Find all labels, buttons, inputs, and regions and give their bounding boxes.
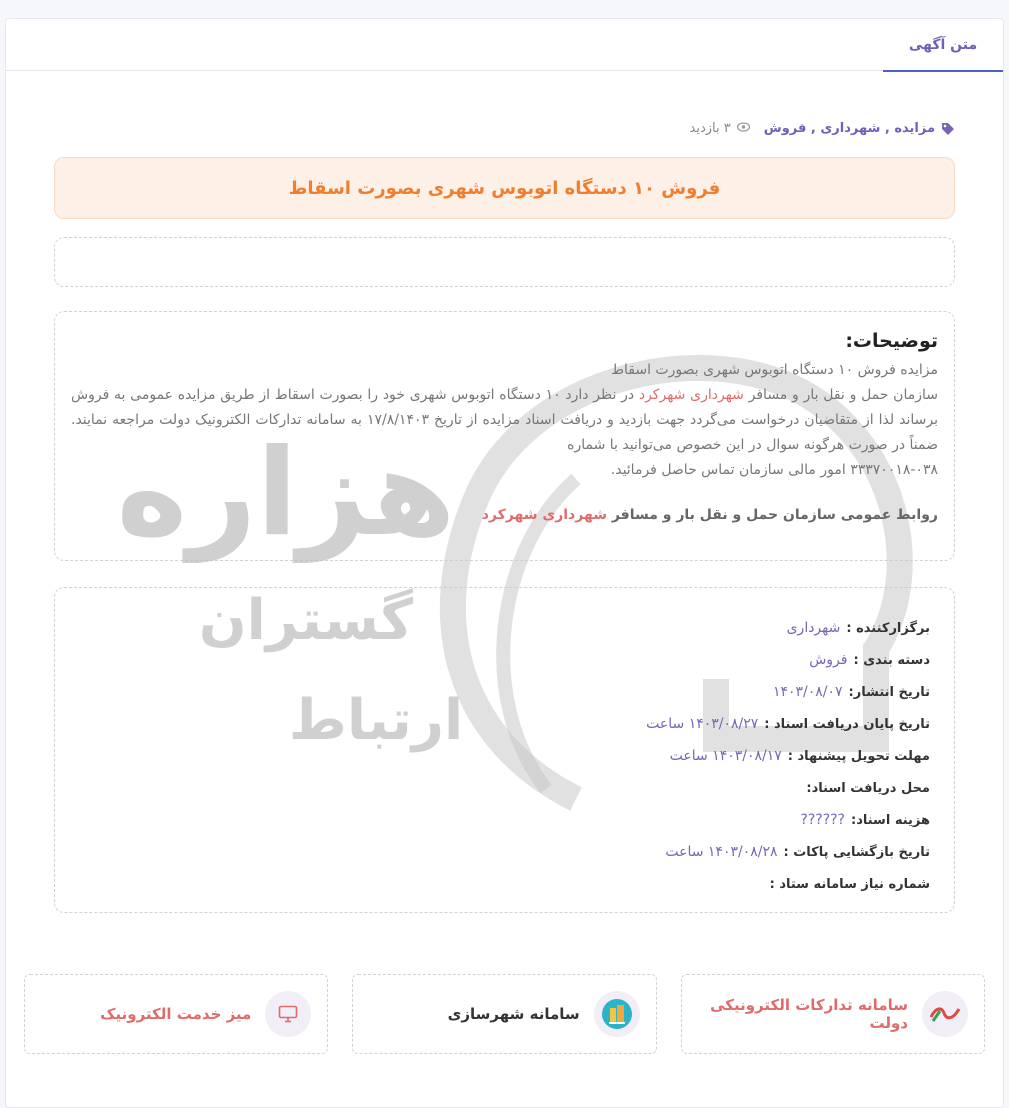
- tag-icon: [941, 122, 955, 136]
- ad-card: [5, 18, 1004, 1108]
- eye-icon: [737, 121, 750, 136]
- tab-bar: [6, 19, 1003, 71]
- detail-label: تاریخ پایان دریافت اسناد :: [764, 716, 930, 732]
- detail-value: ۱۴۰۳/۰۸/۰۷: [772, 684, 843, 700]
- e-service-desk-label: میز خدمت الکترونیک: [100, 1005, 252, 1023]
- detail-row: [79, 772, 930, 804]
- watermark-text-1: هزاره: [116, 424, 456, 563]
- city-buildings-icon: [594, 991, 640, 1037]
- detail-label: محل دریافت اسناد:: [806, 780, 930, 796]
- detail-label: تاریخ بازگشایی پاکات :: [783, 844, 930, 860]
- service-links: [24, 974, 985, 1054]
- ad-views: [690, 121, 750, 136]
- description-panel: [54, 311, 955, 561]
- detail-row: [79, 612, 930, 644]
- urban-planning-service-label: سامانه شهرسازی: [447, 1005, 580, 1023]
- detail-row: [79, 868, 930, 900]
- setad-service-link[interactable]: [681, 974, 985, 1054]
- detail-label: دسته بندی :: [853, 652, 930, 668]
- empty-panel: [54, 237, 955, 287]
- ad-views-text: ۳ بازدید: [689, 121, 731, 136]
- setad-service-label: سامانه تدارکات الکترونیکی دولت: [710, 996, 908, 1032]
- ad-meta: [690, 121, 955, 136]
- description-p2-b: در نظر دارد ۱۰ دستگاه اتوبوس شهری خود را بصورت اسقاط از طریق مزایده عمومی به فروش برساند لذا از متقاضیان درخواست می‌گردد جهت بازدید و دریافت اسناد مزایده از تاریخ ۱۷/۸/۱۴۰۳ به سامانه تدارکات الکترونیک دولت مراجعه نمایند. ضمناً در صورت هرگونه سوال در این خصوص می‌توانید با شماره: [71, 387, 938, 453]
- detail-row: [79, 644, 930, 676]
- ad-title: فروش ۱۰ دستگاه اتوبوس شهری بصورت اسقاط: [54, 157, 955, 219]
- detail-value[interactable]: شهرداری: [786, 620, 841, 636]
- detail-row: [79, 804, 930, 836]
- detail-row: [79, 740, 930, 772]
- watermark-text-2: گستران: [198, 588, 414, 653]
- detail-label: مهلت تحویل پیشنهاد :: [787, 748, 930, 764]
- detail-row: [79, 708, 930, 740]
- setad-logo-icon: [922, 991, 968, 1037]
- description-paragraph: [71, 383, 938, 458]
- description-line1: مزایده فروش ۱۰ دستگاه اتوبوس شهری بصورت اسقاط: [611, 362, 938, 378]
- description-p2-highlight: شهرداری شهرکرد: [638, 387, 744, 403]
- detail-label: برگزارکننده :: [846, 620, 930, 636]
- description-footer: [71, 507, 938, 523]
- detail-row: [79, 836, 930, 868]
- tab-ad-text[interactable]: متن آگهی: [883, 19, 1003, 71]
- description-body: [71, 358, 938, 483]
- description-p2-a: سازمان حمل و نقل بار و مسافر: [743, 387, 938, 403]
- details-panel: [54, 587, 955, 913]
- detail-label: هزینه اسناد:: [851, 812, 930, 828]
- detail-value: ??????: [800, 812, 845, 828]
- watermark-text-3: ارتباط: [288, 688, 464, 753]
- ad-tags: [764, 121, 955, 136]
- description-footer-highlight: شهرداری شهرکرد: [481, 507, 607, 523]
- e-service-desk-link[interactable]: [24, 974, 328, 1054]
- monitor-icon: [265, 991, 311, 1037]
- description-footer-a: روابط عمومی سازمان حمل و نقل بار و مسافر: [606, 507, 938, 523]
- detail-value: ۱۴۰۳/۰۸/۲۷ ساعت: [646, 716, 759, 732]
- detail-label: شماره نیاز سامانه ستاد :: [769, 876, 930, 892]
- detail-value: ۱۴۰۳/۰۸/۱۷ ساعت: [669, 748, 782, 764]
- ad-tags-text[interactable]: مزایده , شهرداری , فروش: [763, 121, 935, 136]
- description-contact: ۳۳۳۷۰۰۱۸-۰۳۸ امور مالی سازمان تماس حاصل فرمائید.: [610, 462, 938, 478]
- detail-label: تاریخ انتشار:: [848, 684, 930, 700]
- description-heading: توضیحات:: [845, 330, 938, 352]
- detail-value[interactable]: فروش: [809, 652, 848, 668]
- detail-value: ۱۴۰۳/۰۸/۲۸ ساعت: [665, 844, 778, 860]
- urban-planning-service-link[interactable]: [352, 974, 656, 1054]
- detail-row: [79, 676, 930, 708]
